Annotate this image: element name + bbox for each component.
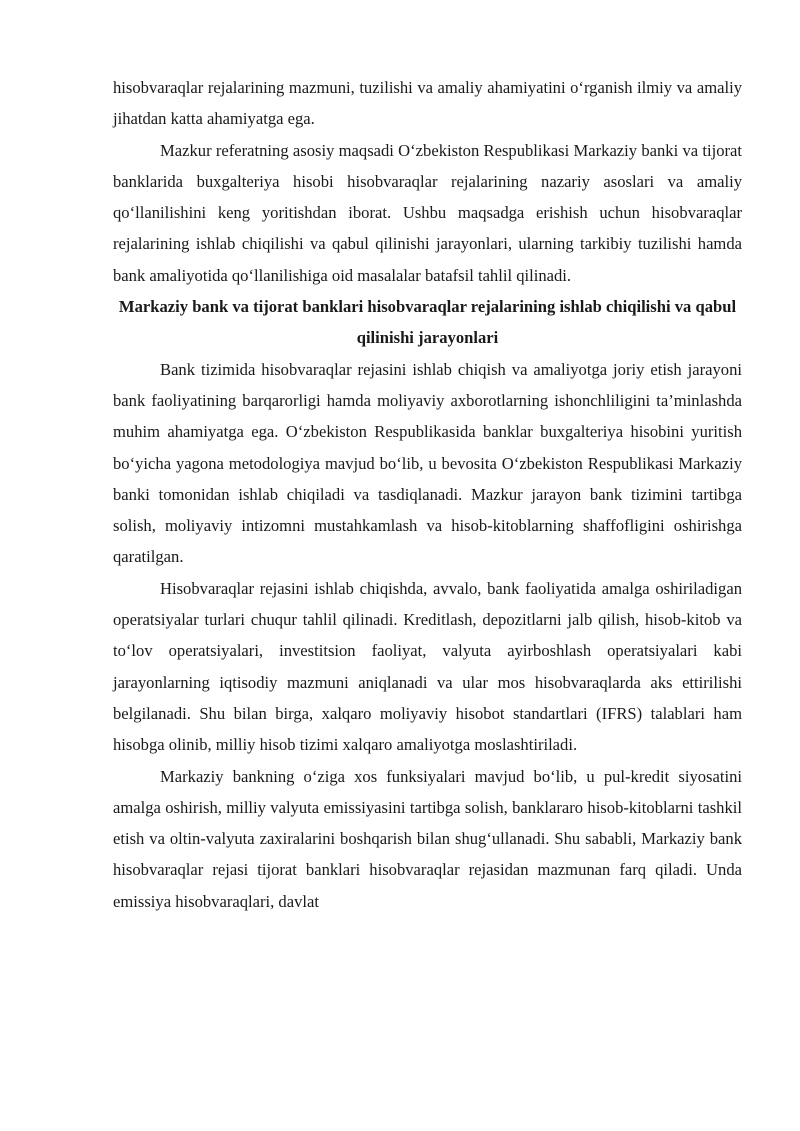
paragraph-intro-continuation: hisobvaraqlar rejalarining mazmuni, tuzilishi va amaliy ahamiyatini o‘rganish ilmiy va amaliy jihatdan katta ahamiyatga ega. — [113, 78, 742, 129]
paragraph-central-bank-functions: Markaziy bankning o‘ziga xos funksiyalari mavjud bo‘lib, u pul-kredit siyosatini amalga oshirish, milliy valyuta emissiyasini tartibga solish, banklararo hisob-kitoblarni tashkil etish va oltin-valyuta zaxiralarini boshqarish bilan shug‘ullanadi. Shu sababli, Markaziy bank hisobvaraqlar rejasi tijorat banklari hisobvaraqlar rejasidan mazmunan farq qiladi. Unda emissiya hisobvaraqlari, davlat — [113, 766, 742, 911]
paragraph-operations-analysis: Hisobvaraqlar rejasini ishlab chiqishda, avvalo, bank faoliyatida amalga oshiriladigan operatsiyalar turlari chuqur tahlil qilinadi. Kreditlash, depozitlarni jalb qilish, hisob-kitob va to‘lov operatsiyalari, investitsion faoliyat, valyuta ayirboshlash operatsiyalari kabi jarayonlarning iqtisodiy mazmuni aniqlanadi va ular mos hisobvaraqlarda aks ettirilishi belgilanadi. Shu bilan birga, xalqaro moliyaviy hisobot standartlari (IFRS) talablari ham hisobga olinib, milliy hisob tizimi xalqaro amaliyotga moslashtiriladi. — [113, 578, 742, 755]
paragraph-goal: Mazkur referatning asosiy maqsadi O‘zbekiston Respublikasi Markaziy banki va tijorat banklarida buxgalteriya hisobi hisobvaraqlar rejalarining nazariy asoslari va amaliy qo‘llanilishini keng yoritishdan iborat. Ushbu maqsadga erishish uchun hisobvaraqlar rejalarining ishlab chiqilishi va qabul qilinishi jarayonlari, ularning tarkibiy tuzilishi hamda bank amaliyotida qo‘llanilishiga oid masalalar batafsil tahlil qilinadi. — [113, 140, 742, 285]
document-body — [113, 72, 742, 917]
section-heading: Markaziy bank va tijorat banklari hisobvaraqlar rejalarining ishlab chiqilishi va qabul qilinishi jarayonlari — [118, 297, 737, 348]
paragraph-accounts-plan-development: Bank tizimida hisobvaraqlar rejasini ishlab chiqish va amaliyotga joriy etish jarayoni bank faoliyatining barqarorligi hamda moliyaviy axborotlarning ishonchliligini ta’minlashda muhim ahamiyatga ega. O‘zbekiston Respublikasida banklar buxgalteriya hisobini yuritish bo‘yicha yagona metodologiya mavjud bo‘lib, u bevosita O‘zbekiston Respublikasi Markaziy banki tomonidan ishlab chiqiladi va tasdiqlanadi. Mazkur jarayon bank tizimini tartibga solish, moliyaviy intizomni mustahkamlash va hisob-kitoblarning shaffofligini oshirishga qaratilgan. — [113, 359, 742, 567]
